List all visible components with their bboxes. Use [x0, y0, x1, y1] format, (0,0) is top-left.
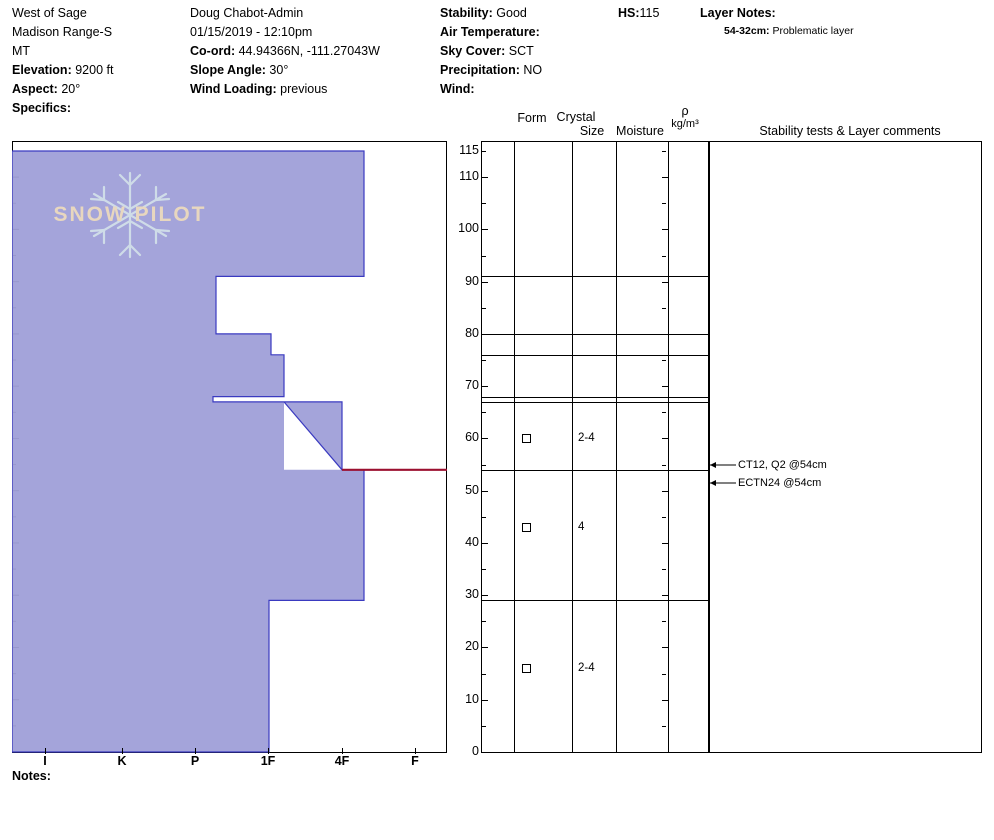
layer-boundary-line — [482, 276, 708, 277]
grid-tick — [482, 543, 488, 544]
sky-cover-label: Sky Cover: — [440, 44, 506, 58]
layer-boundary-line — [482, 334, 708, 335]
density-tick — [662, 621, 666, 622]
stability-test-label: CT12, Q2 @54cm — [738, 458, 827, 471]
grid-tick — [482, 726, 486, 727]
depth-tick-label: 40 — [465, 534, 479, 549]
grid-tick — [482, 700, 488, 701]
aspect-label: Aspect: — [12, 82, 58, 96]
depth-tick-label: 70 — [465, 378, 479, 393]
observer-name: Doug Chabot-Admin — [190, 6, 304, 20]
stability-test-arrows — [710, 451, 740, 511]
precipitation-label: Precipitation: — [440, 63, 520, 77]
density-tick — [662, 308, 666, 309]
density-tick — [662, 412, 666, 413]
depth-tick-label: 110 — [459, 169, 479, 184]
coordinates-label: Co-ord: — [190, 44, 236, 58]
density-tick — [662, 360, 666, 361]
hardness-axis-label: 1F — [260, 754, 276, 768]
depth-tick-label: 50 — [465, 482, 479, 497]
density-tick — [662, 700, 668, 701]
layer-boundary-line — [482, 397, 708, 398]
grain-form-icon — [522, 434, 531, 443]
hardness-axis-tick — [415, 748, 416, 754]
grain-size-value: 2-4 — [578, 662, 595, 675]
wind-loading-value: previous — [280, 82, 328, 96]
grid-tick — [482, 752, 488, 753]
density-tick — [662, 674, 666, 675]
hardness-axis-label: K — [117, 754, 127, 768]
depth-axis — [447, 141, 481, 758]
layer-note-text: Problematic layer — [772, 25, 854, 37]
grid-tick — [482, 386, 488, 387]
grid-tick — [482, 438, 488, 439]
column-title-density-unit: kg/m³ — [671, 118, 699, 130]
depth-tick-label: 0 — [472, 744, 479, 758]
location-name: West of Sage — [12, 6, 87, 20]
grid-tick — [482, 256, 486, 257]
column-title-crystal: Crystal — [556, 110, 596, 124]
grid-tick — [482, 647, 488, 648]
hardness-axis-tick — [122, 748, 123, 754]
density-tick — [662, 386, 668, 387]
hardness-axis-label: I — [43, 754, 47, 768]
watermark-text: SNOW PILOT — [53, 203, 207, 226]
depth-tick-label: 115 — [459, 143, 479, 157]
grid-tick — [482, 491, 488, 492]
stability-comments-box — [709, 141, 982, 753]
column-title-size: Size — [579, 124, 605, 138]
wind-loading-label: Wind Loading: — [190, 82, 277, 96]
aspect-value: 20° — [61, 82, 81, 96]
grid-tick — [482, 282, 488, 283]
depth-tick-label: 20 — [465, 639, 479, 654]
snow-layers-polygons — [12, 141, 447, 753]
grid-tick — [482, 517, 486, 518]
hardness-axis-tick — [195, 748, 196, 754]
layer-data-grid — [481, 141, 709, 753]
stability-label: Stability: — [440, 6, 493, 20]
density-tick — [662, 203, 666, 204]
grid-tick — [482, 360, 486, 361]
hs-value: 115 — [639, 6, 660, 20]
hardness-axis-label: F — [411, 754, 419, 768]
grid-tick — [482, 465, 486, 466]
state: MT — [12, 44, 31, 58]
density-tick — [662, 517, 666, 518]
grid-tick — [482, 569, 486, 570]
density-tick — [662, 151, 666, 152]
density-tick — [662, 256, 666, 257]
depth-tick-label: 90 — [465, 273, 479, 288]
grid-tick — [482, 229, 488, 230]
elevation-value: 9200 ft — [75, 63, 114, 77]
density-tick — [662, 543, 668, 544]
depth-tick-label: 30 — [465, 587, 479, 602]
hardness-axis-label: P — [190, 754, 200, 768]
density-tick — [662, 752, 668, 753]
density-tick — [662, 726, 666, 727]
elevation-label: Elevation: — [12, 63, 72, 77]
depth-tick-label: 100 — [458, 221, 479, 236]
layer-note-depth: 54-32cm: — [724, 25, 770, 37]
density-tick — [662, 177, 668, 178]
column-title-form: Form — [517, 111, 547, 125]
slope-angle-label: Slope Angle: — [190, 63, 266, 77]
slope-angle-value: 30° — [269, 63, 289, 77]
precipitation-value: NO — [523, 63, 543, 77]
hardness-axis — [12, 754, 447, 774]
grain-size-value: 4 — [578, 521, 585, 534]
grid-divider-form — [514, 142, 515, 752]
stability-value: Good — [496, 6, 527, 20]
grid-divider-density — [668, 142, 669, 752]
wind-label: Wind: — [440, 82, 475, 96]
hardness-axis-tick — [268, 748, 269, 754]
grain-form-icon — [522, 523, 531, 532]
density-tick — [662, 438, 668, 439]
hardness-axis-tick — [342, 748, 343, 754]
layer-boundary-line — [482, 470, 708, 471]
grid-tick — [482, 621, 486, 622]
grid-divider-size — [572, 142, 573, 752]
layer-boundary-line — [482, 600, 708, 601]
notes-label: Notes: — [12, 769, 51, 783]
stability-test-label: ECTN24 @54cm — [738, 476, 822, 489]
specifics-label: Specifics: — [12, 101, 72, 115]
column-title-moisture: Moisture — [616, 124, 664, 138]
grid-tick — [482, 203, 486, 204]
column-title-stability: Stability tests & Layer comments — [759, 124, 941, 138]
layer-notes-label: Layer Notes: — [700, 6, 776, 20]
density-tick — [662, 595, 668, 596]
air-temperature-label: Air Temperature: — [440, 25, 540, 39]
density-tick — [662, 569, 666, 570]
grid-tick — [482, 151, 486, 152]
coordinates-value: 44.94366N, -111.27043W — [238, 44, 380, 58]
grid-tick — [482, 177, 488, 178]
density-tick — [662, 334, 668, 335]
depth-tick-label: 10 — [465, 691, 479, 706]
grid-tick — [482, 334, 488, 335]
column-title-density: ρ — [681, 104, 689, 118]
density-tick — [662, 229, 668, 230]
hs-label: HS: — [618, 6, 640, 20]
grid-divider-moisture — [616, 142, 617, 752]
grid-tick — [482, 308, 486, 309]
hardness-axis-label: 4F — [334, 754, 350, 768]
density-tick — [662, 282, 668, 283]
grid-tick — [482, 674, 486, 675]
grain-form-icon — [522, 664, 531, 673]
density-tick — [662, 647, 668, 648]
grain-size-value: 2-4 — [578, 432, 595, 445]
hardness-axis-tick — [45, 748, 46, 754]
sky-cover-value: SCT — [508, 44, 534, 58]
layer-boundary-line — [482, 355, 708, 356]
depth-tick-label: 60 — [465, 430, 479, 445]
mountain-range: Madison Range-S — [12, 25, 113, 39]
layer-boundary-line — [482, 402, 708, 403]
grid-tick — [482, 412, 486, 413]
density-tick — [662, 491, 668, 492]
depth-tick-label: 80 — [465, 325, 479, 340]
density-tick — [662, 465, 666, 466]
observation-datetime: 01/15/2019 - 12:10pm — [190, 25, 313, 39]
grid-tick — [482, 595, 488, 596]
